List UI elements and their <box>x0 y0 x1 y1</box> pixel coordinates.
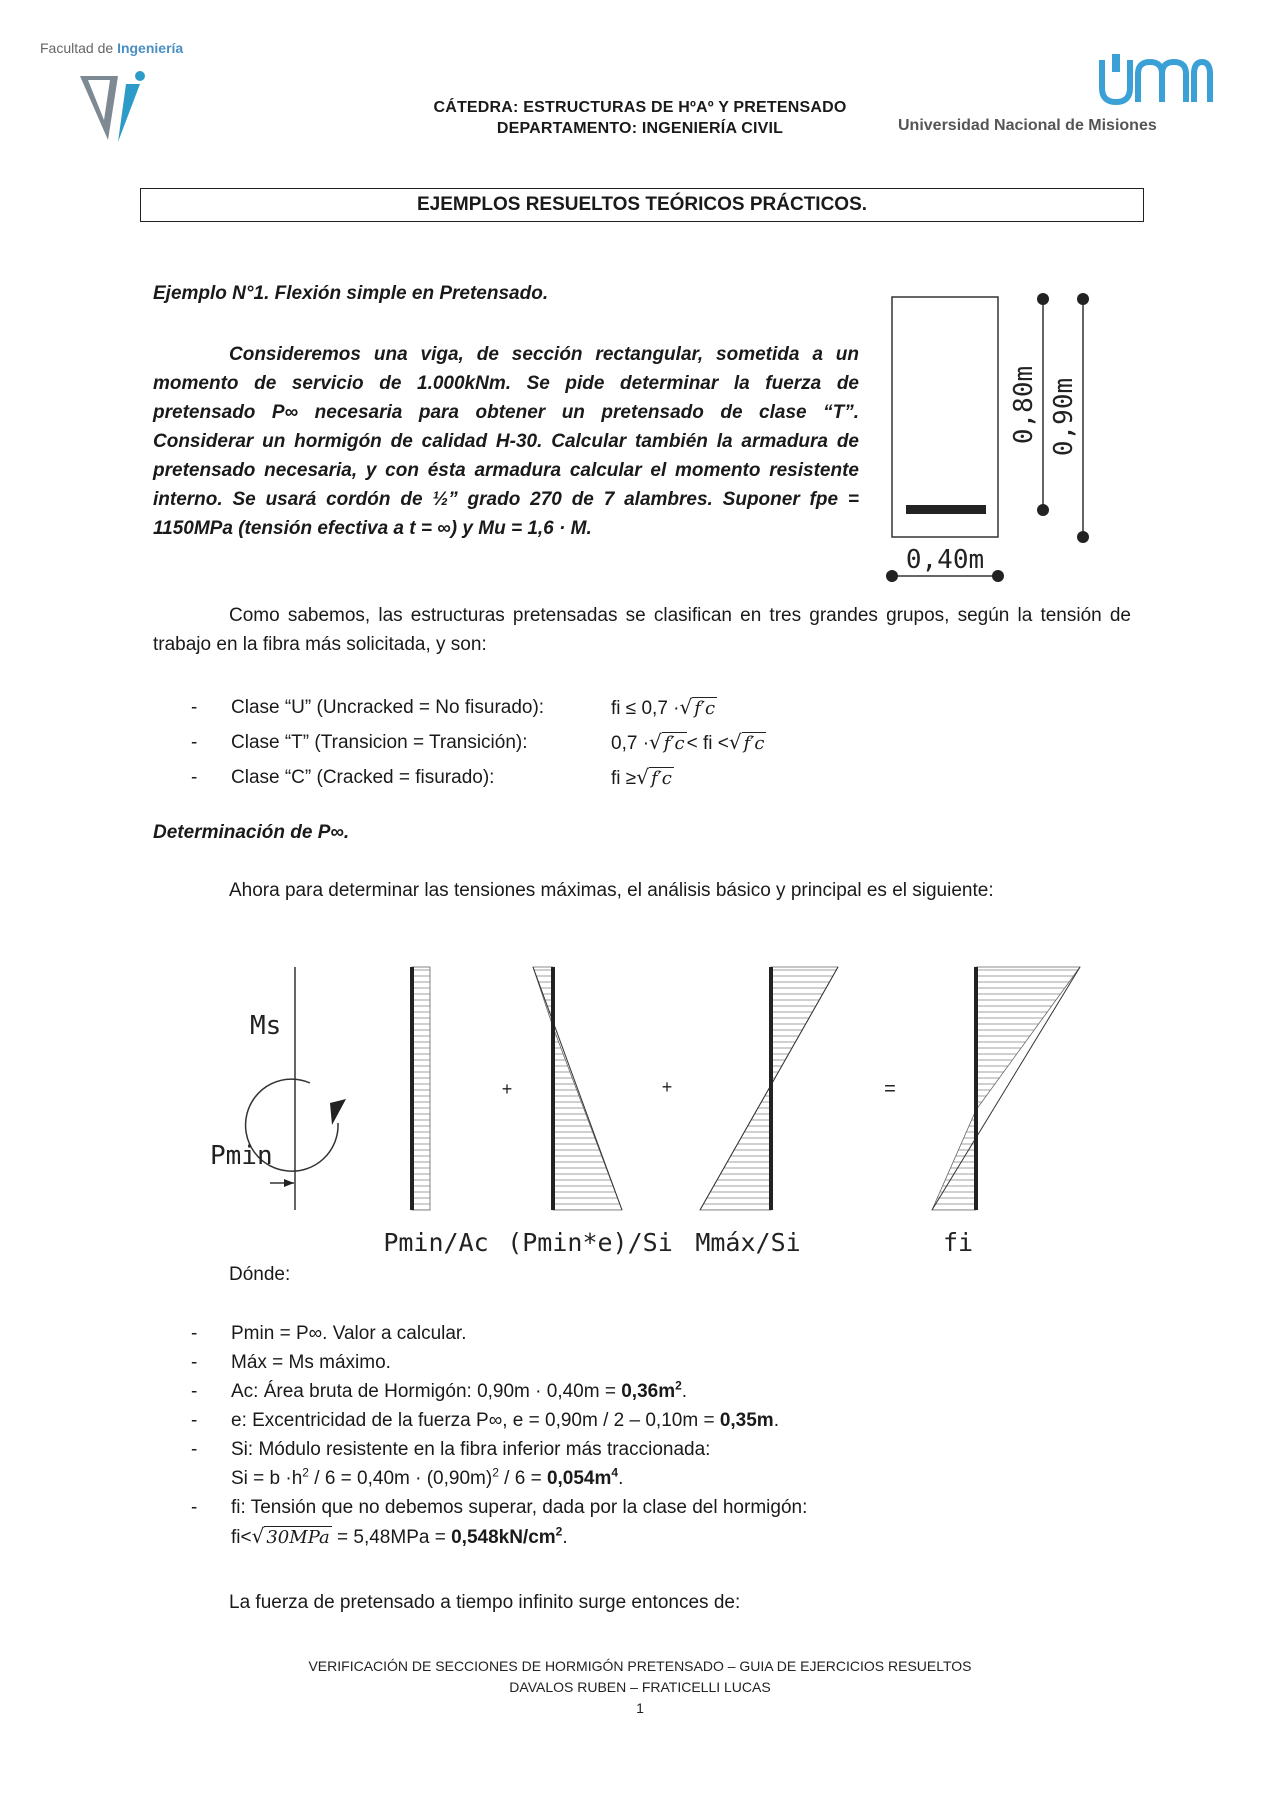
dim-dot <box>1077 531 1089 543</box>
example-title: Ejemplo N°1. Flexión simple en Pretensado. <box>153 283 549 304</box>
class-condition <box>611 693 717 723</box>
class-label: Clase “T” (Transicion = Transición): <box>231 732 528 753</box>
footer-line2: DAVALOS RUBEN – FRATICELLI LUCAS <box>509 1679 771 1695</box>
faculty-highlight: Ingeniería <box>117 40 184 56</box>
class-condition <box>611 728 766 758</box>
class-u-item <box>153 693 1053 728</box>
page-title: EJEMPLOS RESUELTOS TEÓRICOS PRÁCTICOS. <box>140 188 1144 222</box>
classes-list <box>153 693 1053 798</box>
dim-dot <box>1077 293 1089 305</box>
label-mmax-si: Mmáx/Si <box>695 1228 801 1257</box>
definition-item: - Máx = Ms máximo. <box>191 1352 391 1373</box>
pmin-arrow-icon <box>284 1179 294 1187</box>
condition-text: fi ≤ 0,7 · <box>611 698 680 719</box>
definition-item: - e: Excentricidad de la fuerza P∞, e = 0,90m / 2 – 0,10m = 0,35m. <box>191 1410 779 1431</box>
definition-item: - Pmin = P∞. Valor a calcular. <box>191 1323 467 1344</box>
beam-section-outline <box>892 297 998 537</box>
pmin-label: Pmin <box>210 1141 273 1171</box>
faculty-name <box>40 40 183 56</box>
label-pmin-e-si: (Pmin*e)/Si <box>507 1228 673 1257</box>
uniform-stress-block <box>412 967 430 1210</box>
dim-label-040: 0,40m <box>905 545 985 575</box>
label-pmin-ac: Pmin/Ac <box>383 1228 489 1257</box>
subheading: Determinación de P∞. <box>153 822 350 843</box>
dim-dot <box>1037 504 1049 516</box>
class-label: Clase “C” (Cracked = fisurado): <box>231 767 495 788</box>
list-dash: - <box>191 697 198 718</box>
class-t-item <box>153 728 1053 763</box>
closing-text: La fuerza de pretensado a tiempo infinito surge entonces de: <box>229 1592 741 1613</box>
footer-line1: VERIFICACIÓN DE SECCIONES DE HORMIGÓN PRETENSADO – GUIA DE EJERCICIOS RESUELTOS <box>308 1658 972 1674</box>
page-number: 1 <box>636 1700 644 1716</box>
catedra-line: CÁTEDRA: ESTRUCTURAS DE HºAº Y PRETENSADO <box>433 99 847 116</box>
header-department <box>380 97 900 139</box>
dim-label-090: 0,90m <box>1049 377 1079 457</box>
definition-item: - fi: Tensión que no debemos superar, dada por la clase del hormigón: fi<√ $30MPa = 5,48MPa = 0,548kN/cm^2$. <box>191 1497 808 1548</box>
root-sign: √ <box>728 730 742 754</box>
footer <box>0 1656 1280 1719</box>
dim-label-080: 0,80m <box>1009 365 1039 445</box>
faculty-logo-icon <box>78 70 158 146</box>
faculty-prefix: Facultad de <box>40 40 114 56</box>
beam-section-figure <box>880 285 1100 591</box>
definitions-list <box>153 1319 1133 1552</box>
root-sign: √ <box>649 730 662 754</box>
root-content: f′c <box>694 698 716 719</box>
condition-text: < fi < <box>686 733 729 754</box>
dim-dot <box>886 570 898 582</box>
class-c-item <box>153 763 1053 798</box>
plus-sign-1: + <box>501 1079 513 1099</box>
tendon-bar <box>906 505 986 514</box>
dim-dot <box>992 570 1004 582</box>
ms-label: Ms <box>250 1011 282 1041</box>
root-sign: √ <box>636 765 649 789</box>
moment-arrow-icon <box>330 1099 346 1125</box>
resultant-stress-block <box>976 967 1080 1110</box>
condition-text: 0,7 · <box>611 733 650 754</box>
analysis-text: Ahora para determinar las tensiones máximas, el análisis básico y principal es el siguiente: <box>229 880 994 901</box>
class-condition <box>611 763 674 793</box>
root-content: f′c <box>650 768 672 789</box>
definition-item: - Si: Módulo resistente en la fibra inferior más traccionada: $Si = b \cdot h^2 / 6 = 0,40m \cdot (0,90m)^2 / 6 = 0,054m^4$. <box>191 1439 711 1489</box>
root-content: f′c <box>663 733 685 754</box>
donde-label: Dónde: <box>229 1264 291 1285</box>
departamento-line: DEPARTAMENTO: INGENIERÍA CIVIL <box>496 120 784 137</box>
class-label: Clase “U” (Uncracked = No fisurado): <box>231 697 545 718</box>
label-fi: fi <box>942 1228 974 1257</box>
list-dash: - <box>191 732 198 753</box>
university-logo-icon <box>1098 54 1216 108</box>
intro-paragraph: Como sabemos, las estructuras pretensadas se clasifican en tres grandes grupos, según la tensión de trabajo en la fibra más solicitada, y son: <box>153 605 1131 655</box>
list-dash: - <box>191 767 198 788</box>
condition-text: fi ≥ <box>611 768 637 789</box>
dim-dot <box>1037 293 1049 305</box>
university-name: Universidad Nacional de Misiones <box>898 117 1157 134</box>
stress-diagram <box>200 955 1100 1265</box>
equals-sign: = <box>884 1078 896 1100</box>
root-sign: √ <box>679 695 693 719</box>
example-statement: Consideremos una viga, de sección rectangular, sometida a un momento de servicio de 1.000kNm. Se pide determinar la fuerza de pretensado P∞ necesaria para obtener un pretensado de clase “T”. Considerar un hormigón de calidad H-30. Calcular también la armadura de pretensado necesaria, y con ésta armadura calcular el momento resistente interno. Se usará cordón de ½” grado 270 de 7 alambres. Suponer fpe = 1150MPa (tensión efectiva a t = ∞) y Mu = 1,6 · M. <box>153 344 859 539</box>
definition-item: - Ac: Área bruta de Hormigón: $0,90m \cdot 0,40m = 0,36m^2$. <box>191 1378 688 1402</box>
plus-sign-2: + <box>661 1077 673 1097</box>
root-content: f′c <box>743 733 765 754</box>
